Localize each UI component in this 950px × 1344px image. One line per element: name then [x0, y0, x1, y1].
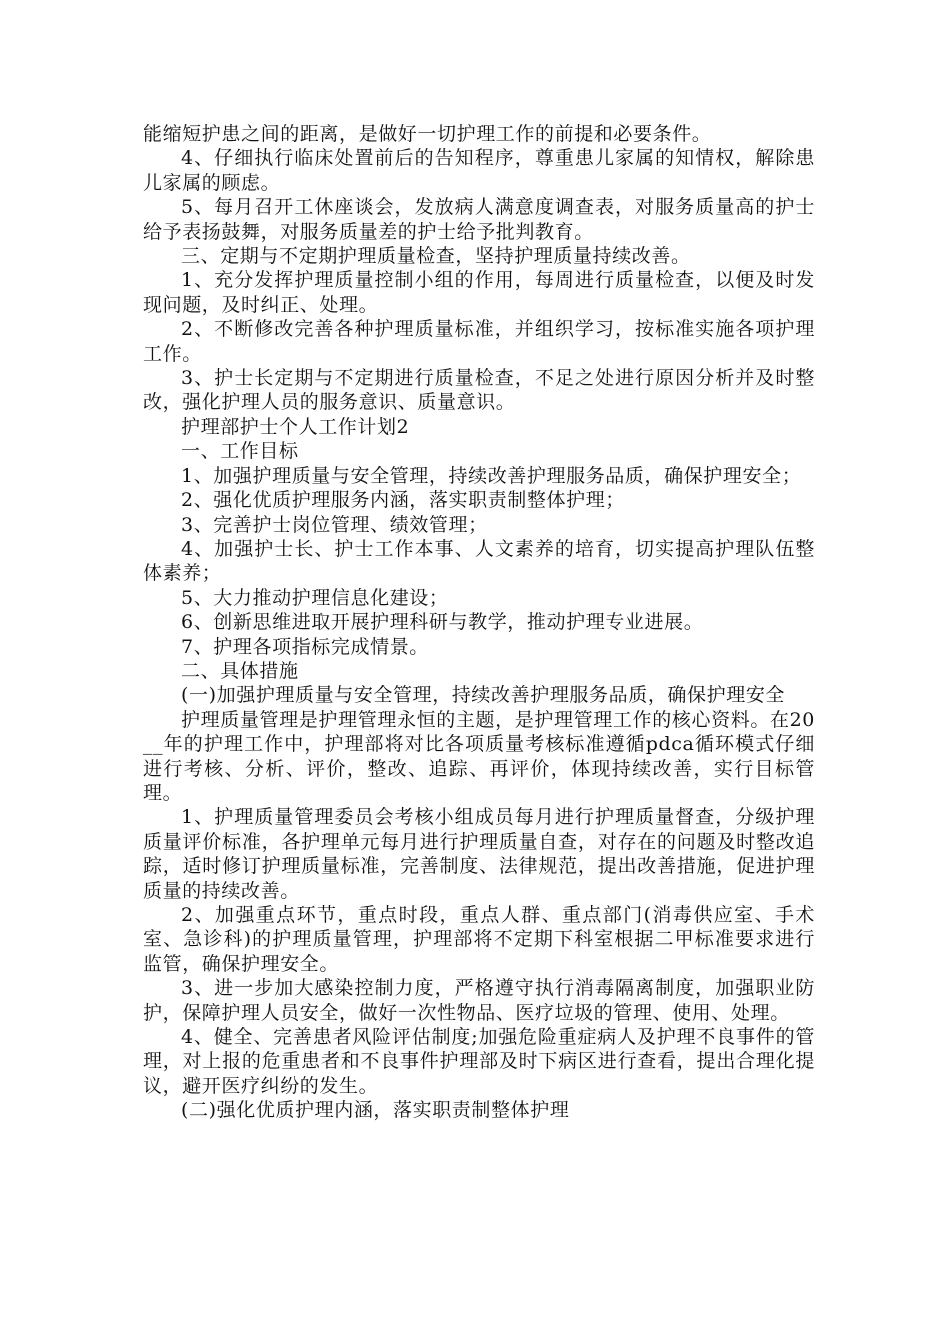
paragraph-item-4-notification: 4、仔细执行临床处置前后的告知程序，尊重患儿家属的知情权，解除患儿家属的顾虑。 [143, 147, 815, 194]
goal-item-1: 1、加强护理质量与安全管理，持续改善护理服务品质，确保护理安全； [181, 464, 802, 487]
subsection-heading-2: (二)强化优质护理内涵，落实职责制整体护理 [181, 1099, 570, 1122]
goal-item-3: 3、完善护士岗位管理、绩效管理； [181, 513, 488, 536]
paragraph-item-3-inspection: 3、护士长定期与不定期进行质量检查，不足之处进行原因分析并及时整改，强化护理人员的服务意识、质量意识。 [143, 367, 815, 414]
goal-item-7: 7、护理各项指标完成情景。 [181, 635, 429, 658]
paragraph-item-1-quality-group: 1、充分发挥护理质量控制小组的作用，每周进行质量检查，以便及时发现问题，及时纠正、处理。 [143, 269, 815, 316]
subsection-heading-1: (一)加强护理质量与安全管理，持续改善护理服务品质，确保护理安全 [181, 684, 786, 707]
goal-item-6: 6、创新思维进取开展护理科研与教学，推动护理专业进展。 [181, 611, 704, 634]
section-heading-measures: 二、具体措施 [181, 659, 299, 682]
measure-item-2: 2、加强重点环节，重点时段，重点人群、重点部门(消毒供应室、手术室、急诊科)的护理质量管理，护理部将不定期下科室根据二甲标准要求进行监管，确保护理安全。 [143, 904, 815, 975]
paragraph-continuation: 能缩短护患之间的距离，是做好一切护理工作的前提和必要条件。 [143, 123, 712, 145]
document-body [143, 122, 815, 1123]
measure-item-3: 3、进一步加大感染控制力度，严格遵守执行消毒隔离制度，加强职业防护，保障护理人员安全，做好一次性物品、医疗垃圾的管理、使用、处理。 [143, 977, 815, 1024]
paragraph-quality-management: 护理质量管理是护理管理永恒的主题，是护理管理工作的核心资料。在20__年的护理工作中，护理部将对比各项质量考核标准遵循pdca循环模式仔细进行考核、分析、评价，整改、追踪、再评价，体现持续改善，实行目标管理。 [143, 708, 815, 804]
section-heading-goals: 一、工作目标 [181, 440, 299, 463]
measure-item-1: 1、护理质量管理委员会考核小组成员每月进行护理质量督查，分级护理质量评价标准，各护理单元每月进行护理质量自查，对存在的问题及时整改追踪，适时修订护理质量标准，完善制度、法律规范，提出改善措施，促进护理质量的持续改善。 [143, 806, 815, 902]
section-heading-3: 三、定期与不定期护理质量检查，坚持护理质量持续改善。 [181, 245, 691, 268]
paragraph-item-2-standards: 2、不断修改完善各种护理质量标准，并组织学习，按标准实施各项护理工作。 [143, 318, 815, 365]
goal-item-4: 4、加强护士长、护士工作本事、人文素养的培育，切实提高护理队伍整体素养； [143, 537, 815, 585]
paragraph-item-5-symposium: 5、每月召开工休座谈会，发放病人满意度调查表，对服务质量高的护士给予表扬鼓舞，对服务质量差的护士给予批判教育。 [143, 196, 815, 243]
document-title-plan-2: 护理部护士个人工作计划2 [181, 415, 410, 438]
goal-item-5: 5、大力推动护理信息化建设； [181, 586, 449, 609]
measure-item-4: 4、健全、完善患者风险评估制度;加强危险重症病人及护理不良事件的管理，对上报的危重患者和不良事件护理部及时下病区进行查看，提出合理化提议，避开医疗纠纷的发生。 [143, 1026, 815, 1097]
goal-item-2: 2、强化优质护理服务内涵，落实职责制整体护理； [181, 489, 625, 512]
